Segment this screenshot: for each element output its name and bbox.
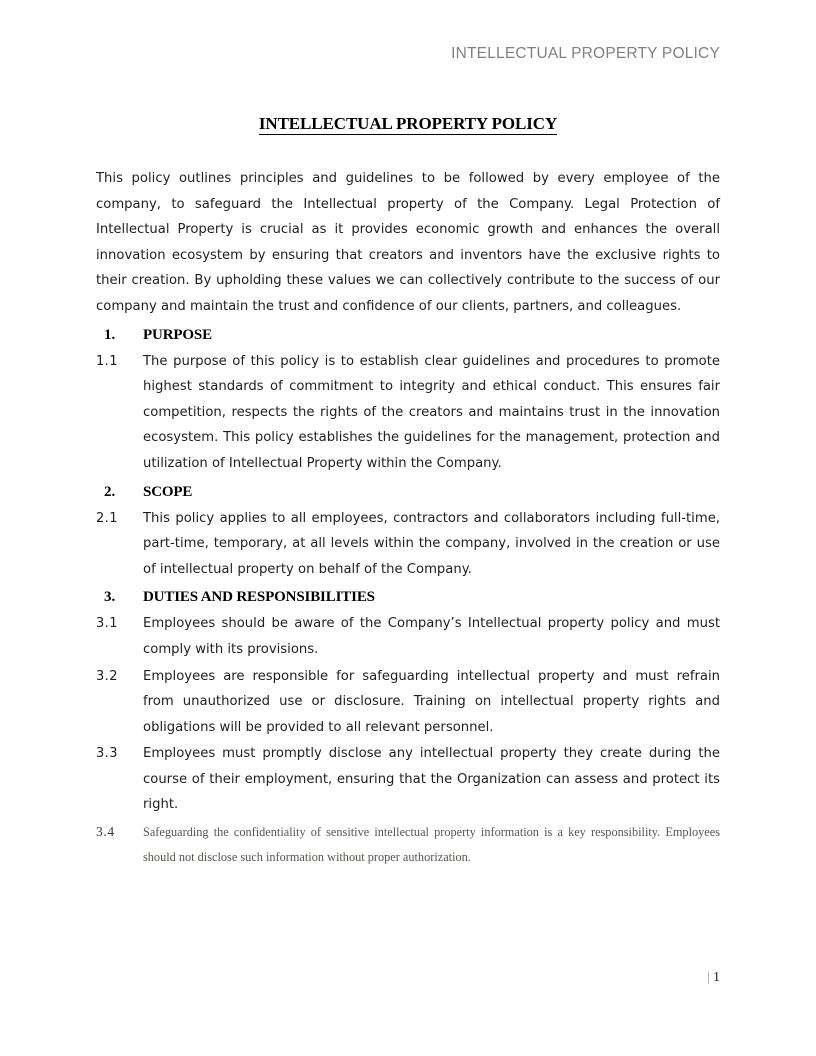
document-body — [96, 166, 720, 870]
clause-3-1 — [96, 611, 720, 662]
clause-text: Safeguarding the confidentiality of sensitive intellectual property information is a key responsibility. Employees should not disclose such information without proper authorization. — [143, 825, 720, 865]
running-header: INTELLECTUAL PROPERTY POLICY — [451, 45, 720, 62]
section-heading-purpose — [96, 323, 720, 348]
clause-number: 1.1 — [96, 353, 118, 369]
section-label: DUTIES AND RESPONSIBILITIES — [143, 589, 375, 606]
section-number: 2. — [104, 483, 116, 500]
page-title-text: INTELLECTUAL PROPERTY POLICY — [258, 114, 558, 133]
clause-number: 3.1 — [96, 616, 118, 632]
section-heading-duties-and-responsibilities — [96, 585, 720, 610]
clause-text: This policy applies to all employees, contractors and collaborators including full-time, part-time, temporary, at all levels within the company, involved in the creation or use of intellectual property on behalf of the Company. — [143, 510, 720, 577]
section-heading-scope — [96, 480, 720, 505]
section-label: SCOPE — [143, 483, 193, 500]
section-label: PURPOSE — [143, 326, 212, 343]
clause-text: The purpose of this policy is to establish clear guidelines and procedures to promote highest standards of commitment to integrity and ethical conduct. This ensures fair competition, respects the rights of the creators and maintains trust in the innovation ecosystem. This policy establishes the guidelines for the management, protection and utilization of Intellectual Property within the Company. — [143, 353, 720, 471]
clause-1-1 — [96, 349, 720, 477]
clause-3-2 — [96, 664, 720, 741]
clause-text: Employees must promptly disclose any intellectual property they create during the course of their employment, ensuring that the Organization can assess and protect its right. — [143, 746, 720, 813]
page-title — [96, 114, 720, 134]
clause-text: Employees should be aware of the Company’s Intellectual property policy and must comply with its provisions. — [143, 616, 720, 657]
clause-number: 3.4 — [96, 824, 115, 840]
page-number: 1 — [713, 970, 720, 985]
clause-text: Employees are responsible for safeguarding intellectual property and must refrain from unauthorized use or disclosure. Training on intellectual property rights and obligations will be provided to all relevant personnel. — [143, 668, 720, 735]
clause-3-4 — [96, 819, 720, 870]
footer-separator: | — [707, 970, 710, 985]
clause-number: 2.1 — [96, 510, 118, 526]
page-footer — [96, 970, 720, 986]
intro-paragraph: This policy outlines principles and guidelines to be followed by every employee of the company, to safeguard the Intellectual property of the Company. Legal Protection of Intellectual Property is crucial as it provides economic growth and enhances the overall innovation ecosystem by ensuring that creators and inventors have the exclusive rights to their creation. By upholding these values we can collectively contribute to the success of our company and maintain the trust and confidence of our clients, partners, and colleagues. — [96, 171, 720, 314]
section-number: 3. — [104, 589, 116, 606]
clause-3-3 — [96, 741, 720, 818]
clause-number: 3.2 — [96, 668, 118, 684]
clause-2-1 — [96, 506, 720, 583]
section-number: 1. — [104, 326, 116, 343]
clause-number: 3.3 — [96, 746, 118, 762]
